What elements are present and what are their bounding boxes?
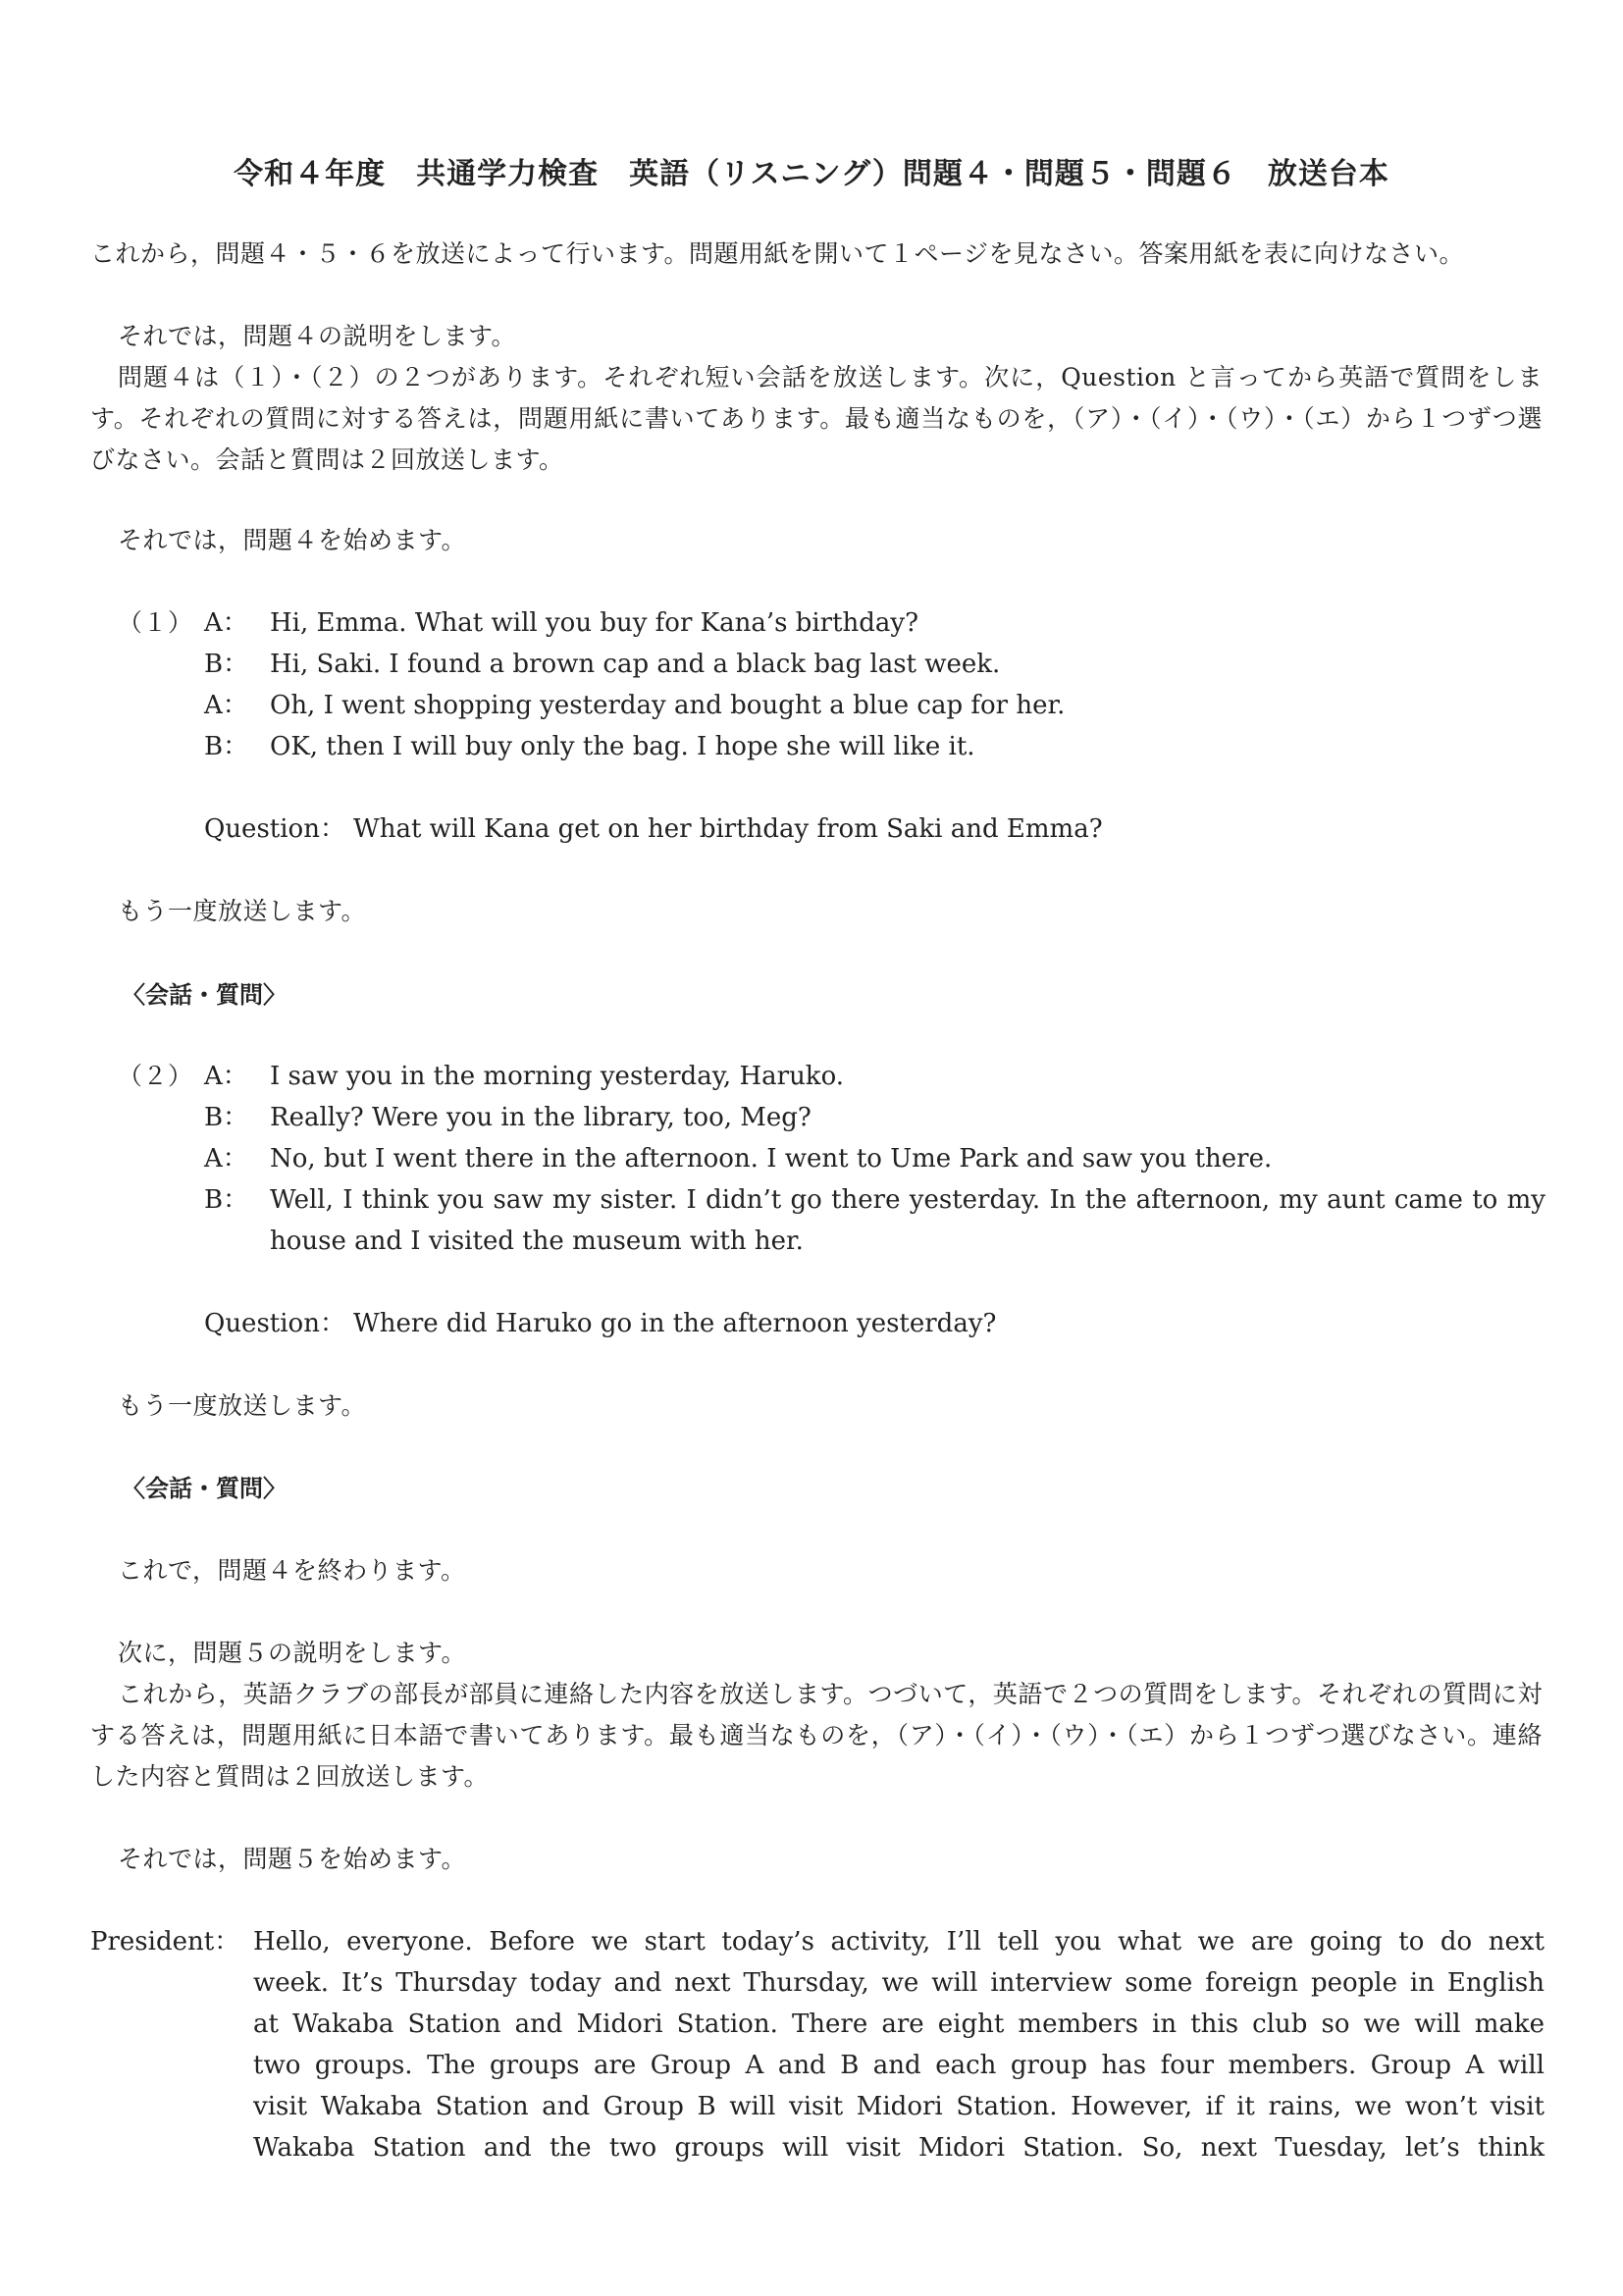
intro-text: これから，問題４・５・６を放送によって行います。問題用紙を開いて１ページを見なさい。答案用紙を表に向けなさい。 (90, 239, 1465, 268)
speech-line: Wakaba Station and the two groups will visit Midori Station. So, next Tuesday, let’s think (253, 2133, 1544, 2163)
q4-explain-heading: それでは，問題４の説明をします。 (118, 322, 517, 350)
q5-start: それでは，問題５を始めます。 (118, 1845, 467, 1873)
speech-line: Hello, everyone. Before we start today’s activity, I’ll tell you what we are going to do next (253, 1927, 1544, 1957)
speaker-label: A： (204, 608, 248, 638)
dialogue-text: Really? Were you in the library, too, Meg? (270, 1103, 812, 1132)
q4-start: それでは，問題４を始めます。 (118, 526, 467, 554)
speech-line: two groups. The groups are Group A and B and each group has four members. Group A will (253, 2051, 1544, 2080)
speaker-label: A： (204, 691, 248, 720)
speaker-label: A： (204, 1062, 248, 1091)
dialogue-number: （２） (118, 1062, 193, 1090)
q4-explain-body: 問題４は（１）・（２）の２つがあります。それぞれ短い会話を放送します。次に，Question と言ってから英語で質問をします。それぞれの質問に対する答えは，問題用紙に書いてあります。最も適当なものを，（ア）・（イ）・（ウ）・（エ）から１つずつ選びなさい。会話と質問は２回放送します。 (90, 363, 1543, 474)
page-title: 令和４年度 共通学力検査 英語（リスニング）問題４・問題５・問題６ 放送台本 (234, 157, 1389, 191)
speaker-label: B： (204, 1103, 249, 1132)
speech-line: visit Wakaba Station and Group B will visit Midori Station. However, if it rains, we won’t visit (253, 2092, 1544, 2121)
conversation-marker: 〈会話・質問〉 (122, 981, 287, 1009)
q5-explain-body: これから，英語クラブの部長が部員に連絡した内容を放送します。つづいて，英語で２つの質問をします。それぞれの質問に対する答えは，問題用紙に日本語で書いてあります。最も適当なものを，（ア）・（イ）・（ウ）・（エ）から１つずつ選びなさい。連絡した内容と質問は２回放送します。 (90, 1680, 1543, 1791)
speaker-label: B： (204, 650, 249, 679)
question-text: What will Kana get on her birthday from Saki and Emma? (353, 814, 1103, 844)
dialogue-number: （１） (118, 608, 193, 637)
speech-line: at Wakaba Station and Midori Station. There are eight members in this club so we will make (253, 2009, 1544, 2039)
repeat-note: もう一度放送します。 (118, 1391, 367, 1420)
dialogue-text: Hi, Saki. I found a brown cap and a black bag last week. (270, 650, 1001, 679)
repeat-note: もう一度放送します。 (118, 897, 367, 925)
speaker-label: B： (204, 732, 249, 761)
speaker-label: President： (90, 1927, 240, 1957)
conversation-marker: 〈会話・質問〉 (122, 1475, 287, 1502)
speaker-label: A： (204, 1144, 248, 1174)
president-speech (253, 1921, 1544, 2168)
dialogue-text: Hi, Emma. What will you buy for Kana’s birthday? (270, 608, 919, 638)
question-label: Question： (204, 814, 345, 844)
q5-explain-heading: 次に，問題５の説明をします。 (118, 1639, 467, 1667)
dialogue-text: Well, I think you saw my sister. I didn’t go there yesterday. In the afternoon, my aunt came to my house and I visited the museum with her. (270, 1185, 1545, 1256)
dialogue-text: I saw you in the morning yesterday, Haruko. (270, 1062, 845, 1091)
speaker-label: B： (204, 1185, 249, 1215)
dialogue-text: No, but I went there in the afternoon. I went to Ume Park and saw you there. (270, 1144, 1273, 1174)
dialogue-text: Oh, I went shopping yesterday and bought a blue cap for her. (270, 691, 1066, 720)
question-label: Question： (204, 1309, 345, 1338)
dialogue-text: OK, then I will buy only the bag. I hope she will like it. (270, 732, 975, 761)
question-text: Where did Haruko go in the afternoon yesterday? (353, 1309, 997, 1338)
q4-end: これで，問題４を終わります。 (118, 1556, 466, 1585)
speech-line: week. It’s Thursday today and next Thursday, we will interview some foreign people in English (253, 1968, 1544, 1998)
